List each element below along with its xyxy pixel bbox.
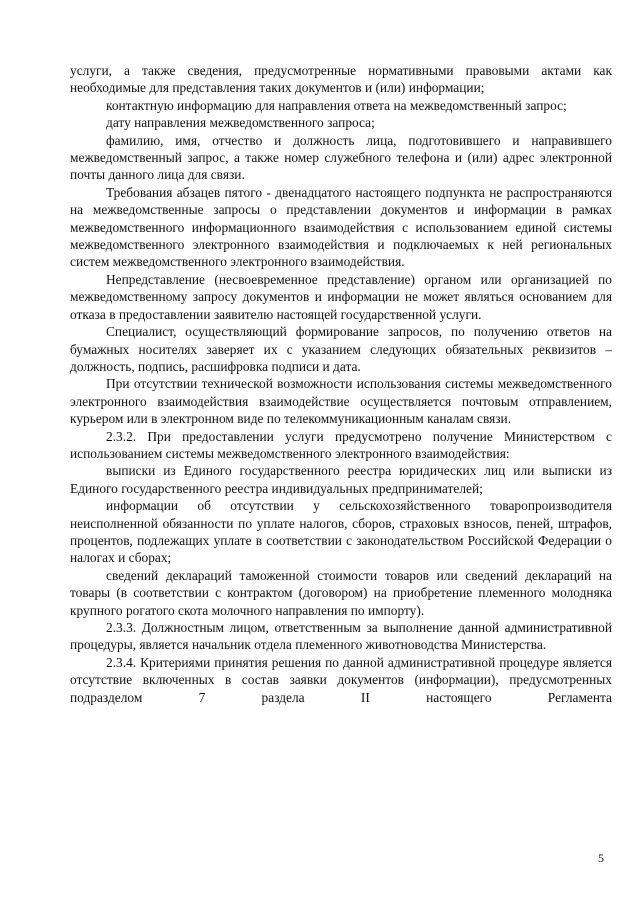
paragraph: Специалист, осуществляющий формирование запросов, по получению ответов на бумажных носителях заверяет их с указанием следующих обязательных реквизитов – должность, подпись, расшифровка подписи и дата. xyxy=(70,324,612,374)
paragraph: информации об отсутствии у сельскохозяйственного товаропроизводителя неисполненной обязанности по уплате налогов, сборов, страховых взносов, пеней, штрафов, процентов, подлежащих уплате в соответствии с законодательством Российской Федерации о налогах и сборах; xyxy=(70,498,612,566)
paragraph: дату направления межведомственного запроса; xyxy=(106,115,375,131)
page-number: 5 xyxy=(598,851,604,865)
paragraph: выписки из Единого государственного реестра юридических лиц или выписки из Единого государственного реестра индивидуальных предпринимателей; xyxy=(70,463,612,496)
paragraph: контактную информацию для направления ответа на межведомственный запрос; xyxy=(106,97,567,113)
paragraph: 2.3.2. При предоставлении услуги предусмотрено получение Министерством с использованием системы межведомственного электронного взаимодействия: xyxy=(70,428,612,461)
paragraph: Непредставление (несвоевременное представление) органом или организацией по межведомственному запросу документов и информации не может являться основанием для отказа в предоставлении заявителю настоящей государственной услуги. xyxy=(70,271,612,322)
paragraph: 2.3.4. Критериями принятия решения по данной административной процедуре является отсутствие включенных в состав заявки документов (информации), предусмотренных подразделом 7 раздела II настоящего Регламента xyxy=(70,654,612,705)
paragraph: При отсутствии технической возможности использования системы межведомственного электронного взаимодействия взаимодействие осуществляется почтовым отправлением, курьером или в электронном виде по телекоммуникационным каналам связи. xyxy=(70,376,612,427)
paragraph: услуги, а также сведения, предусмотренные нормативными правовыми актами как необходимые для представления таких документов и (или) информации; xyxy=(70,63,612,96)
paragraph: Требования абзацев пятого - двенадцатого настоящего подпункта не распространяются на межведомственные запросы о представлении документов и информации в рамках межведомственного информационного взаимодействия с использованием единой системы межведомственного электронного взаимодействия и подключаемых к ней региональных систем межведомственного электронного взаимодействия. xyxy=(70,184,612,270)
document-body xyxy=(70,62,612,706)
paragraph: сведений деклараций таможенной стоимости товаров или сведений деклараций на товары (в соответствии с контрактом (договором) на приобретение племенного молодняка крупного рогатого скота молочного направления по импорту). xyxy=(70,567,612,618)
paragraph: 2.3.3. Должностным лицом, ответственным за выполнение данной административной процедуры, является начальник отдела племенного животноводства Министерства. xyxy=(70,620,612,653)
paragraph: фамилию, имя, отчество и должность лица, подготовившего и направившего межведомственный запрос, а также номер служебного телефона и (или) адрес электронной почты данного лица для связи. xyxy=(70,132,612,183)
